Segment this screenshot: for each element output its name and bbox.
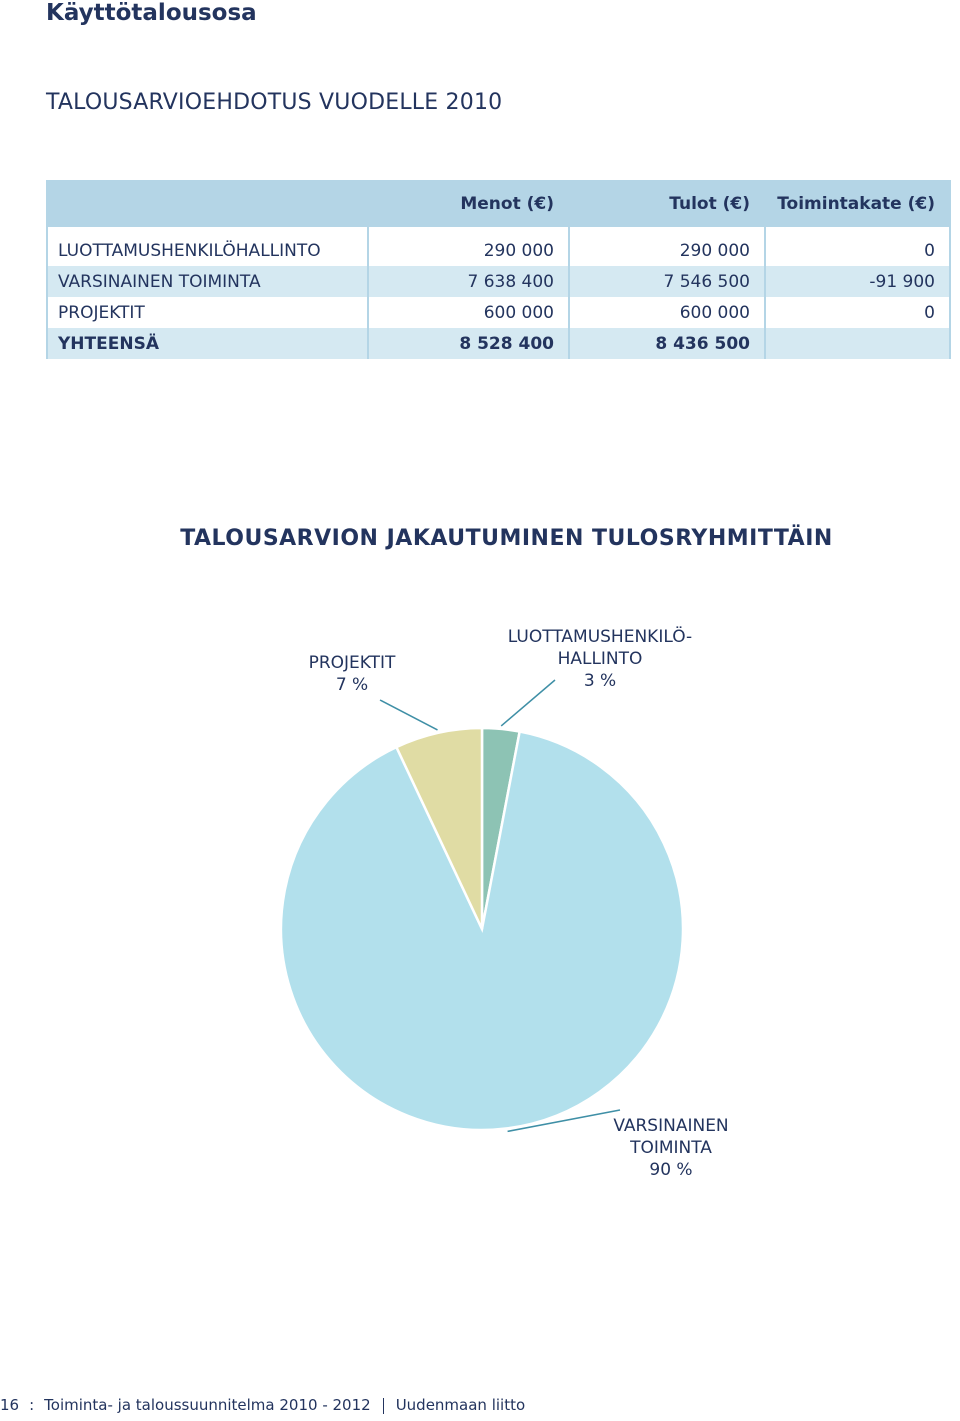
row-label: PROJEKTIT <box>47 297 368 328</box>
row-toimintakate: -91 900 <box>765 266 950 297</box>
leader-line <box>380 700 437 730</box>
chart-title: TALOUSARVION JAKAUTUMINEN TULOSRYHMITTÄIN <box>180 526 833 551</box>
row-tulot: 600 000 <box>569 297 765 328</box>
section-label: Käyttötalousosa <box>46 0 257 26</box>
total-label: YHTEENSÄ <box>47 328 368 359</box>
row-menot: 7 638 400 <box>368 266 569 297</box>
footer-document-title: Toiminta- ja taloussuunnitelma 2010 - 2012 <box>44 1396 371 1414</box>
header-toimintakate: Toimintakate (€) <box>765 180 950 227</box>
row-menot: 600 000 <box>368 297 569 328</box>
slice-percent: 90 % <box>649 1160 693 1180</box>
total-tulot: 8 436 500 <box>569 328 765 359</box>
slice-label-varsinainen-toiminta <box>581 1115 761 1181</box>
page-footer <box>0 1396 525 1414</box>
slice-label-line: HALLINTO <box>557 649 643 669</box>
row-toimintakate: 0 <box>765 297 950 328</box>
page-number: 16 <box>0 1396 20 1414</box>
slice-label-line: PROJEKTIT <box>308 653 396 673</box>
total-menot: 8 528 400 <box>368 328 569 359</box>
row-tulot: 7 546 500 <box>569 266 765 297</box>
header-tulot: Tulot (€) <box>569 180 765 227</box>
footer-separator: : <box>29 1396 35 1414</box>
footer-organization: Uudenmaan liitto <box>395 1396 526 1414</box>
header-menot: Menot (€) <box>368 180 569 227</box>
row-label: LUOTTAMUSHENKILÖHALLINTO <box>47 227 368 266</box>
row-toimintakate: 0 <box>765 227 950 266</box>
slice-percent: 3 % <box>583 671 617 691</box>
footer-divider <box>383 1398 384 1414</box>
slice-label-projektit <box>262 652 442 696</box>
slice-label-line: LUOTTAMUSHENKILÖ- <box>507 627 693 647</box>
page-title: TALOUSARVIOEHDOTUS VUODELLE 2010 <box>46 90 503 115</box>
row-label: VARSINAINEN TOIMINTA <box>47 266 368 297</box>
row-tulot: 290 000 <box>569 227 765 266</box>
slice-label-luottamushenkilohallinto <box>495 626 705 692</box>
slice-label-line: VARSINAINEN <box>613 1116 729 1136</box>
row-menot: 290 000 <box>368 227 569 266</box>
slice-percent: 7 % <box>335 675 369 695</box>
slice-label-line: TOIMINTA <box>630 1138 712 1158</box>
